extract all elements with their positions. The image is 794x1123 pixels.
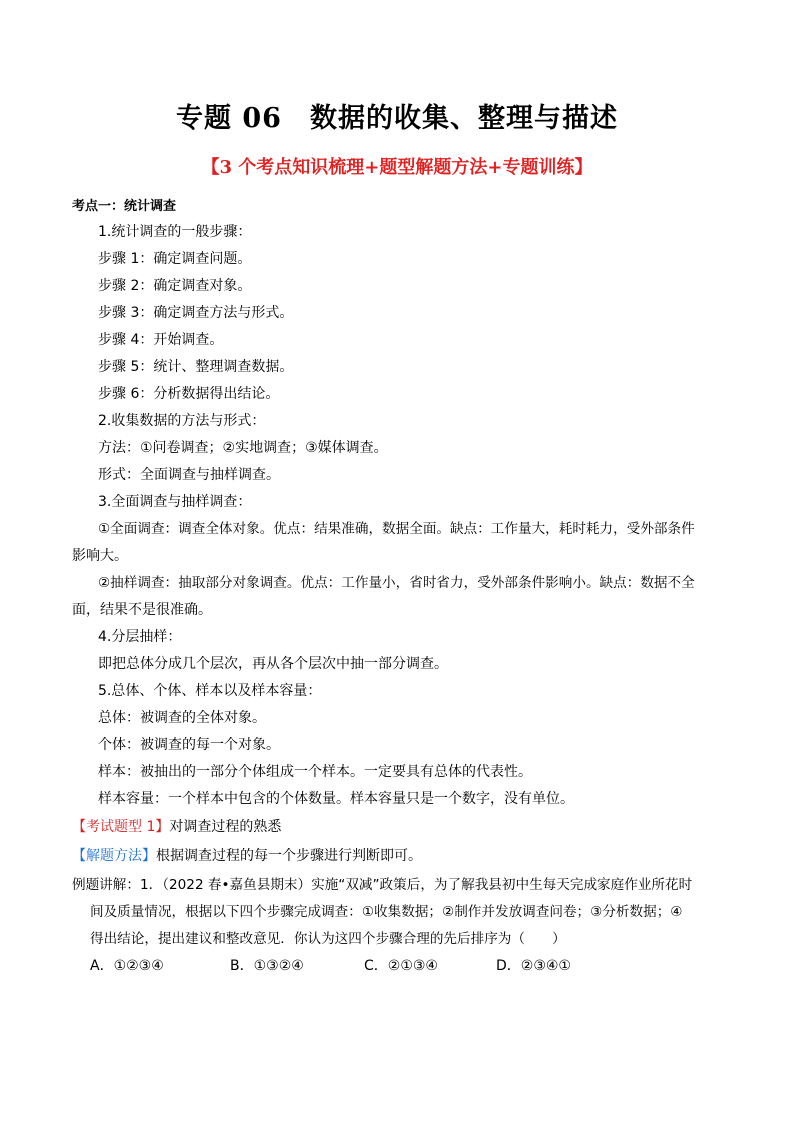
text-line: 面，结果不是很准确。 (72, 602, 212, 618)
text-line: 步骤 1：确定调查问题。 (98, 251, 252, 267)
text-line: 方法：①问卷调查；②实地调查；③媒体调查。 (98, 440, 388, 456)
example-line: 例题讲解：1．（2022 春•嘉鱼县期末）实施“双减”政策后，为了解我县初中生每天完成家庭作业所花时 (72, 877, 693, 893)
exam-type-label: 【考试题型 1】 (72, 819, 170, 835)
text-line: 样本：被抽出的一部分个体组成一个样本。一定要具有总体的代表性。 (98, 764, 532, 780)
text-line: 步骤 3：确定调查方法与形式。 (98, 305, 294, 321)
text-line: 样本容量：一个样本中包含的个体数量。样本容量只是一个数字，没有单位。 (98, 791, 574, 807)
option-c[interactable]: C．②①③④ (364, 958, 438, 974)
option-d[interactable]: D．②③④① (496, 958, 571, 974)
page-title: 专题 06 数据的收集、整理与描述 (176, 103, 618, 134)
page-subtitle: 【3 个考点知识梳理+题型解题方法+专题训练】 (201, 157, 593, 178)
text-line: 1.统计调查的一般步骤： (98, 224, 252, 240)
text-line: ②抽样调查：抽取部分对象调查。优点：工作量小，省时省力，受外部条件影响小。缺点：数据不全 (98, 575, 695, 591)
method-label: 【解题方法】 (72, 848, 156, 864)
method-line (72, 846, 422, 866)
text-line: 步骤 4：开始调查。 (98, 332, 224, 348)
example-line: 间及质量情况，根据以下四个步骤完成调查：①收集数据；②制作并发放调查问卷；③分析数据；④ (90, 904, 683, 920)
text-line: 影响大。 (72, 548, 128, 564)
section-heading: 考点一：统计调查 (72, 199, 177, 214)
text-line: 5.总体、个体、样本以及样本容量： (98, 683, 322, 699)
exam-type-line (72, 817, 281, 837)
text-line: 步骤 6：分析数据得出结论。 (98, 386, 280, 402)
answer-options (90, 956, 571, 976)
text-line: 即把总体分成几个层次，再从各个层次中抽一部分调查。 (98, 656, 448, 672)
example-line: 得出结论，提出建议和整改意见．你认为这四个步骤合理的先后排序为（ ） (90, 931, 566, 947)
method-text: 根据调查过程的每一个步骤进行判断即可。 (156, 848, 422, 864)
text-line: 个体：被调查的每一个对象。 (98, 737, 280, 753)
text-line: 2.收集数据的方法与形式： (98, 413, 266, 429)
text-line: 3.全面调查与抽样调查： (98, 494, 252, 510)
text-line: 步骤 5：统计、整理调查数据。 (98, 359, 294, 375)
option-a[interactable]: A．①②③④ (90, 958, 164, 974)
text-line: 4.分层抽样： (98, 629, 182, 645)
text-line: 形式：全面调查与抽样调查。 (98, 467, 280, 483)
text-line: 总体：被调查的全体对象。 (98, 710, 266, 726)
text-line: 步骤 2：确定调查对象。 (98, 278, 252, 294)
text-line: ①全面调查：调查全体对象。优点：结果准确，数据全面。缺点：工作量大，耗时耗力，受外部条件 (98, 521, 695, 537)
exam-type-text: 对调查过程的熟悉 (169, 819, 282, 835)
option-b[interactable]: B．①③②④ (230, 958, 304, 974)
